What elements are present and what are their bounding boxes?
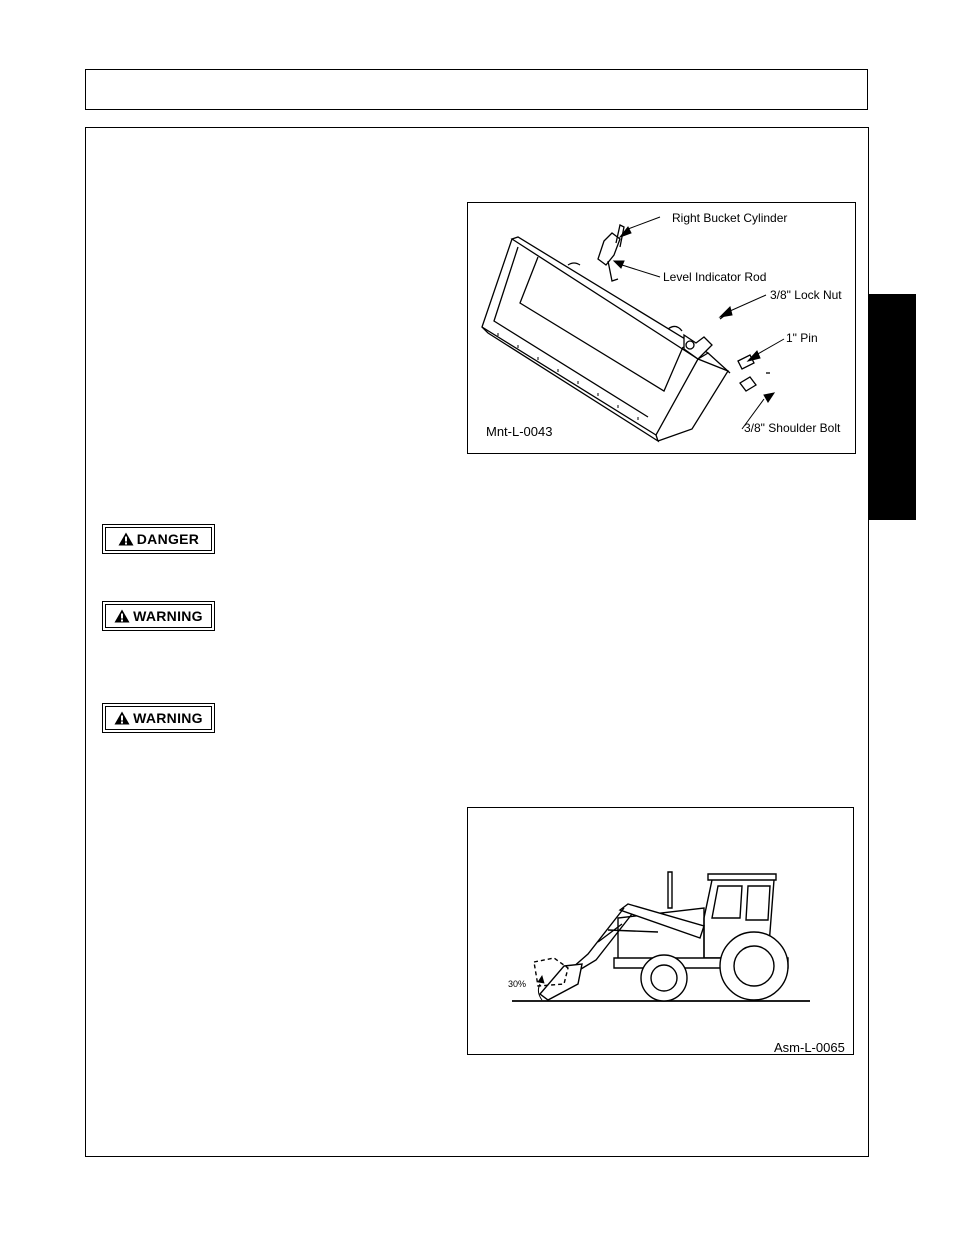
warning-label bbox=[102, 703, 215, 733]
angle-label: 30% bbox=[508, 979, 527, 989]
callout-pin: 1" Pin bbox=[786, 331, 818, 345]
figure-bucket-assembly bbox=[467, 202, 856, 454]
callout-lock-nut: 3/8" Lock Nut bbox=[770, 288, 842, 302]
page-header-box bbox=[85, 69, 868, 110]
warning-label bbox=[102, 601, 215, 631]
danger-label-text: DANGER bbox=[136, 531, 200, 547]
warning-label-text: WARNING bbox=[133, 608, 203, 624]
callout-shoulder-bolt: 3/8" Shoulder Bolt bbox=[744, 421, 841, 435]
figure-tractor-loader bbox=[467, 807, 854, 1055]
warning-label-text: WARNING bbox=[133, 710, 203, 726]
figure-id: Asm-L-0065 bbox=[774, 1040, 845, 1055]
warning-triangle-icon bbox=[118, 532, 134, 546]
danger-label bbox=[102, 524, 215, 554]
warning-triangle-icon bbox=[114, 609, 130, 623]
callout-right-bucket-cylinder: Right Bucket Cylinder bbox=[672, 211, 788, 225]
warning-triangle-icon bbox=[114, 711, 130, 725]
figure-id: Mnt-L-0043 bbox=[486, 424, 553, 439]
callout-level-indicator-rod: Level Indicator Rod bbox=[663, 270, 767, 284]
tractor-illustration bbox=[468, 808, 855, 1056]
bucket-illustration bbox=[468, 203, 857, 455]
section-tab bbox=[869, 294, 916, 520]
